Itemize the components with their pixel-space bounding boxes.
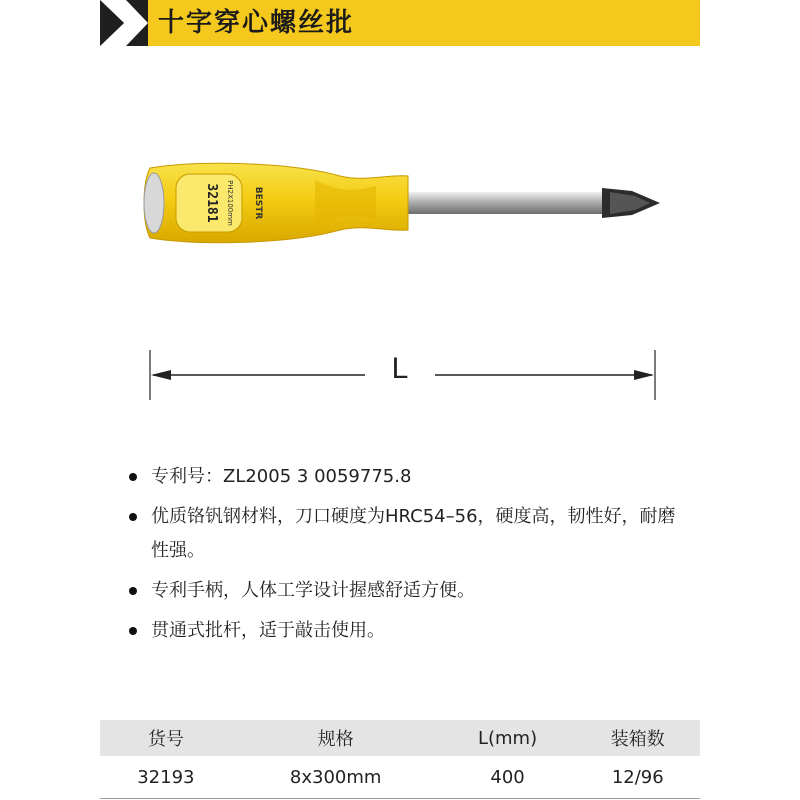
- feature-text: 专利号：ZL2005 3 0059775.8: [151, 466, 412, 487]
- handle-brand-text: BESTR: [253, 186, 263, 220]
- table-cell: 32193: [100, 756, 232, 799]
- banner-arrow-icon: [100, 0, 148, 46]
- bullet-icon: [129, 513, 137, 521]
- column-header: 规格: [232, 720, 440, 756]
- list-item: [125, 460, 685, 494]
- feature-text: 专利手柄，人体工学设计握感舒适方便。: [151, 580, 475, 601]
- screwdriver-image: [140, 160, 660, 250]
- banner-corner-mark: [100, 0, 148, 46]
- column-header: 装箱数: [576, 720, 700, 756]
- table-cell: 8x300mm: [232, 756, 440, 799]
- feature-text: 优质铬钒钢材料，刀口硬度为HRC54–56，硬度高，韧性好，耐磨性强。: [151, 506, 676, 561]
- table-cell: 12/96: [576, 756, 700, 799]
- handle-size-text: PH2X100mm: [226, 180, 234, 226]
- column-header: L(mm): [440, 720, 576, 756]
- title-banner: [100, 0, 700, 46]
- feature-text: 贯通式批杆，适于敲击使用。: [151, 620, 385, 641]
- bullet-icon: [129, 587, 137, 595]
- list-item: [125, 500, 685, 568]
- list-item: [125, 574, 685, 608]
- bullet-icon: [129, 627, 137, 635]
- list-item: [125, 614, 685, 648]
- column-header: 货号: [100, 720, 232, 756]
- bullet-icon: [129, 473, 137, 481]
- table-cell: 400: [440, 756, 576, 799]
- dimension-label: L: [391, 352, 409, 385]
- spec-table: [100, 720, 700, 799]
- feature-list: [125, 460, 685, 654]
- table-header-row: [100, 720, 700, 756]
- table-row: [100, 756, 700, 799]
- page-title: 十字穿心螺丝批: [158, 8, 355, 38]
- handle-model-text: 32181: [204, 183, 219, 223]
